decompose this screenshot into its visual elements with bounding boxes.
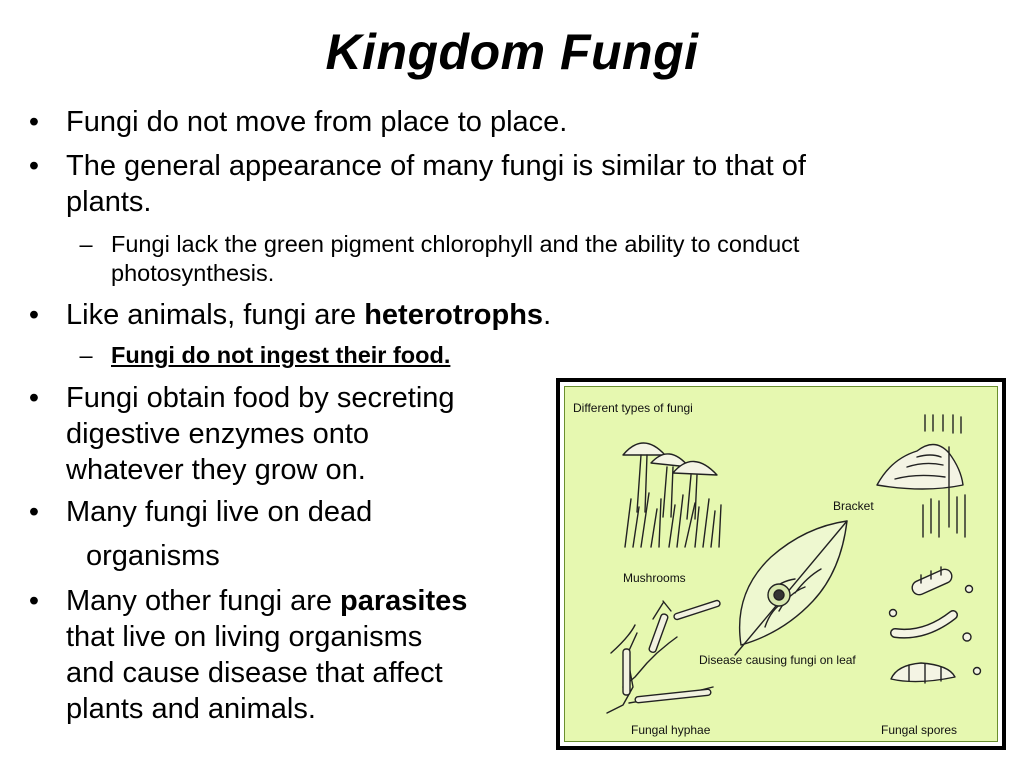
sub-bullet-text-line: Fungi lack the green pigment chlorophyll and the ability to conduct xyxy=(111,231,800,257)
bullet-dot: • xyxy=(28,150,40,182)
fungi-figure-panel xyxy=(564,386,998,742)
bullet-text-line: digestive enzymes onto xyxy=(66,418,370,450)
sub-bullet-text-underlined: Fungi do not ingest their food. xyxy=(111,342,451,368)
figure-title: Different types of fungi xyxy=(573,401,693,415)
bullet-item xyxy=(28,104,568,140)
bullet-text: . xyxy=(543,299,552,331)
sub-bullet-item xyxy=(79,341,451,370)
hyphae-label: Fungal hyphae xyxy=(631,723,711,737)
bullet-text-line: Fungi obtain food by secreting xyxy=(66,382,455,414)
sub-bullet-text-line: photosynthesis. xyxy=(111,260,275,286)
mushrooms-label: Mushrooms xyxy=(623,571,686,585)
bracket-drawing xyxy=(877,415,965,537)
bullet-item xyxy=(28,297,552,333)
keyword-parasites: parasites xyxy=(340,585,468,617)
fungi-illustration xyxy=(565,387,997,741)
bullet-dot: • xyxy=(28,496,40,528)
sub-bullet-dash: – xyxy=(79,342,93,368)
sub-bullet-item xyxy=(79,230,800,288)
bullet-text-line: plants. xyxy=(66,186,152,218)
fungi-figure xyxy=(556,378,1006,750)
bullet-text-line: The general appearance of many fungi is similar to that of xyxy=(66,150,806,182)
bullet-item xyxy=(28,148,806,220)
bullet-dot: • xyxy=(28,585,40,617)
bullet-text-line: and cause disease that affect xyxy=(66,657,443,689)
bullet-item xyxy=(28,380,455,488)
bullet-text: Like animals, fungi are xyxy=(66,299,365,331)
bullet-text-line: that live on living organisms xyxy=(66,621,423,653)
bracket-label: Bracket xyxy=(833,499,874,513)
bullet-text-line: whatever they grow on. xyxy=(66,454,366,486)
bullet-text: Many other fungi are xyxy=(66,585,341,617)
bullet-item xyxy=(28,583,468,727)
mushrooms-drawing xyxy=(623,443,721,547)
bullet-dot: • xyxy=(28,299,40,331)
bullet-text-line: plants and animals. xyxy=(66,693,316,725)
bullet-text-line: Many fungi live on dead xyxy=(66,496,373,528)
bullet-dot: • xyxy=(28,106,40,138)
leaf-label: Disease causing fungi on leaf xyxy=(699,653,856,667)
spores-label: Fungal spores xyxy=(881,723,958,737)
diseased-leaf-drawing xyxy=(735,521,847,655)
spores-drawing xyxy=(890,567,981,683)
bullet-text-line: organisms xyxy=(86,540,220,572)
bullet-continuation xyxy=(86,538,220,574)
slide-title: Kingdom Fungi xyxy=(325,24,699,80)
bullet-item xyxy=(28,494,373,530)
bullet-text: Fungi do not move from place to place. xyxy=(66,106,568,138)
keyword-heterotrophs: heterotrophs xyxy=(364,299,544,331)
bullet-dot: • xyxy=(28,382,40,414)
sub-bullet-dash: – xyxy=(79,231,93,257)
